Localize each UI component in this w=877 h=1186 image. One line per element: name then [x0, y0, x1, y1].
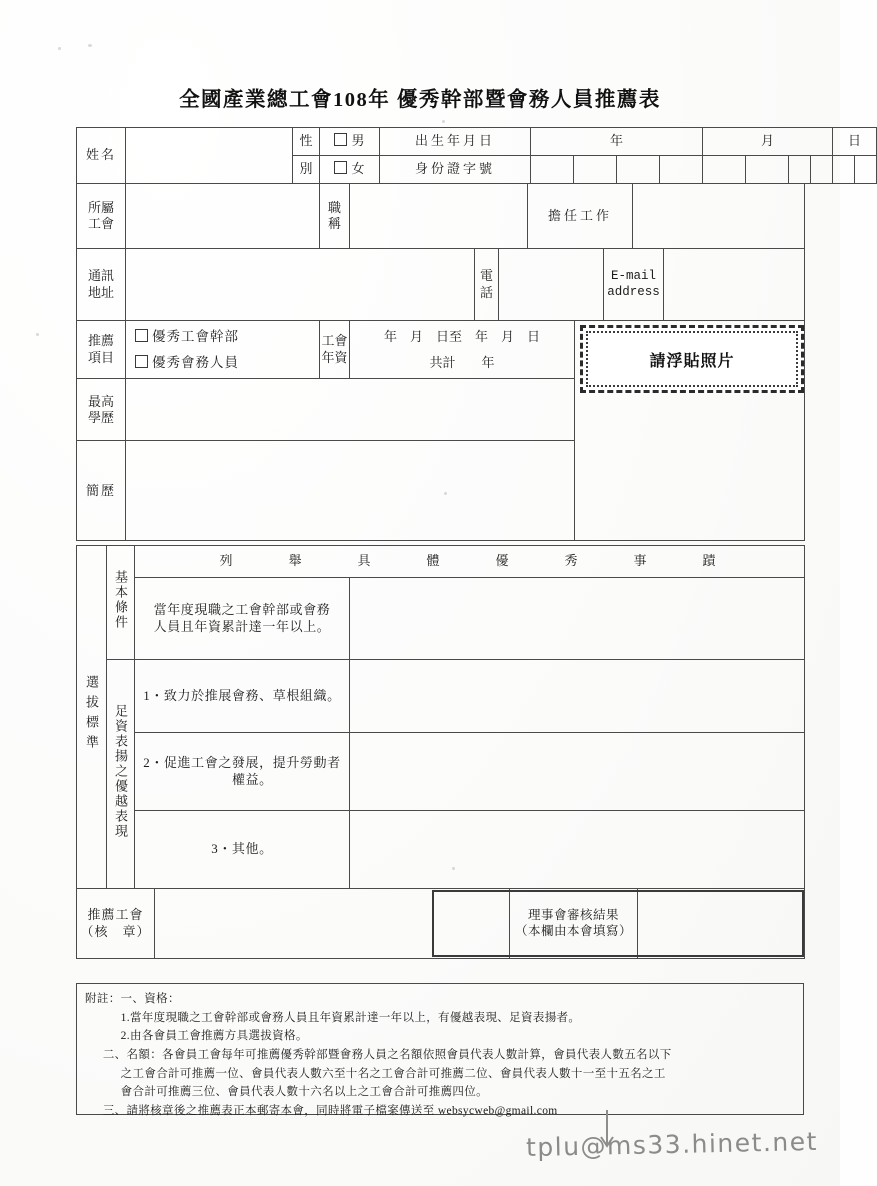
scan-speck — [58, 47, 61, 50]
label-birth-year: 年 — [531, 128, 703, 156]
input-merit-item-2[interactable] — [350, 733, 805, 811]
label-highest-education: 最高 學歷 — [77, 379, 126, 441]
criteria-header: 列舉具體優秀事蹟 — [135, 546, 805, 578]
checkbox-square-icon[interactable] — [334, 161, 347, 174]
label-duty: 擔任工作 — [528, 184, 633, 249]
photo-placeholder-label: 請浮貼照片 — [649, 352, 735, 370]
scan-speck — [36, 333, 39, 336]
input-duty[interactable] — [633, 184, 805, 249]
label-selection-standard: 選拔標準 — [77, 546, 107, 889]
label-phone: 電 話 — [475, 249, 499, 321]
label-resume: 簡歷 — [77, 441, 126, 541]
label-birthdate: 出生年月日 — [380, 128, 531, 156]
input-merit-item-3[interactable] — [350, 811, 805, 889]
footnote-line: 附註：一、資格： — [85, 993, 180, 1005]
input-resume[interactable] — [126, 441, 575, 541]
criteria-basic-text: 當年度現職之工會幹部或會務 人員且年資累計達一年以上。 — [135, 578, 350, 660]
identity-table — [76, 127, 877, 184]
id-box[interactable] — [703, 156, 746, 184]
criteria-table — [76, 545, 805, 889]
page-title: 全國產業總工會108年 優秀幹部暨會務人員推薦表 — [179, 89, 661, 111]
footnote-line: 會合計可推薦三位、會員代表人數十六名以上之工會合計可推薦四位。 — [120, 1086, 488, 1099]
input-union-seniority[interactable]: 年 月 日至 年 月 日 共計 年 — [350, 321, 575, 379]
label-birth-day: 日 — [833, 128, 877, 156]
footnote-line: 三、請將核章後之推薦表正本郵寄本會，同時將電子檔案傳送至 websycweb@gmail.com — [102, 1104, 558, 1117]
criteria-merit-item-3: 3・其他。 — [135, 811, 350, 889]
id-box[interactable] — [811, 156, 833, 184]
input-email[interactable] — [664, 249, 805, 321]
input-job-title[interactable] — [350, 184, 528, 249]
union-table — [76, 183, 805, 249]
footnote-line: 2.由各會員工會推薦方具選拔資格。 — [120, 1030, 308, 1043]
label-recommend-items: 推薦 項目 — [77, 321, 126, 379]
id-box[interactable] — [789, 156, 811, 184]
id-box[interactable] — [574, 156, 617, 184]
label-recommending-union-seal: 推薦工會 （核 章） — [77, 889, 155, 959]
id-box[interactable] — [660, 156, 703, 184]
contact-table — [76, 248, 805, 321]
label-affiliated-union: 所屬 工會 — [77, 184, 126, 249]
input-basic-condition[interactable] — [350, 578, 805, 660]
checkbox-square-icon[interactable] — [135, 355, 148, 368]
label-job-title: 職 稱 — [320, 184, 350, 249]
id-box[interactable] — [746, 156, 789, 184]
label-union-seniority: 工會 年資 — [320, 321, 350, 379]
checkbox-square-icon[interactable] — [334, 133, 347, 146]
input-highest-education[interactable] — [126, 379, 575, 441]
input-phone[interactable] — [499, 249, 604, 321]
input-address[interactable] — [126, 249, 475, 321]
id-box[interactable] — [617, 156, 660, 184]
criteria-merit-item-2: 2・促進工會之發展，提升勞動者 權益。 — [135, 733, 350, 811]
label-gender-top: 性 — [293, 128, 320, 156]
recommend-options — [126, 321, 320, 379]
footnotes-block — [76, 983, 804, 1115]
photo-placeholder-box[interactable] — [580, 325, 804, 393]
scan-speck — [88, 44, 92, 47]
handwritten-email-annotation: tplu@ms33.hinet.net — [525, 1126, 819, 1163]
criteria-merit-item-1: 1・致力於推展會務、草根組織。 — [135, 660, 350, 733]
footnote-line: 二、名額：各會員工會每年可推薦優秀幹部暨會務人員之名額依照會員代表人數計算，會員代表人數五名以下 — [102, 1048, 672, 1061]
id-box[interactable] — [855, 156, 877, 184]
checkbox-excellent-cadre[interactable]: 優秀工會幹部 — [126, 324, 319, 350]
label-board-review-result: 理事會審核結果 （本欄由本會填寫） — [510, 889, 638, 959]
scan-speck — [442, 120, 445, 123]
label-merit-performance: 足資表揚之優越表現 — [107, 660, 135, 889]
checkbox-gender-female[interactable]: 女 — [320, 156, 380, 184]
id-box[interactable] — [833, 156, 855, 184]
footnote-line: 1.當年度現職之工會幹部或會務人員且年資累計達一年以上，有優越表現、足資表揚者。 — [120, 1011, 581, 1024]
label-name: 姓名 — [77, 128, 126, 184]
checkbox-excellent-staff[interactable]: 優秀會務人員 — [126, 350, 319, 376]
checkbox-square-icon[interactable] — [135, 329, 148, 342]
label-birth-month: 月 — [703, 128, 833, 156]
input-name[interactable] — [126, 128, 293, 184]
checkbox-gender-male[interactable]: 男 — [320, 128, 380, 156]
board-review-emphasis-border — [432, 890, 804, 957]
input-affiliated-union[interactable] — [126, 184, 320, 249]
input-merit-item-1[interactable] — [350, 660, 805, 733]
label-email: E-mail address — [604, 249, 664, 321]
id-box[interactable] — [531, 156, 574, 184]
label-address: 通訊 地址 — [77, 249, 126, 321]
footnote-line: 之工會合計可推薦一位、會員代表人數六至十名之工會合計可推薦二位、會員代表人數十一至十五名之工 — [120, 1067, 666, 1080]
label-gender-bottom: 別 — [293, 156, 320, 184]
label-basic-condition: 基本條件 — [107, 546, 135, 660]
label-id-number: 身份證字號 — [380, 156, 531, 184]
